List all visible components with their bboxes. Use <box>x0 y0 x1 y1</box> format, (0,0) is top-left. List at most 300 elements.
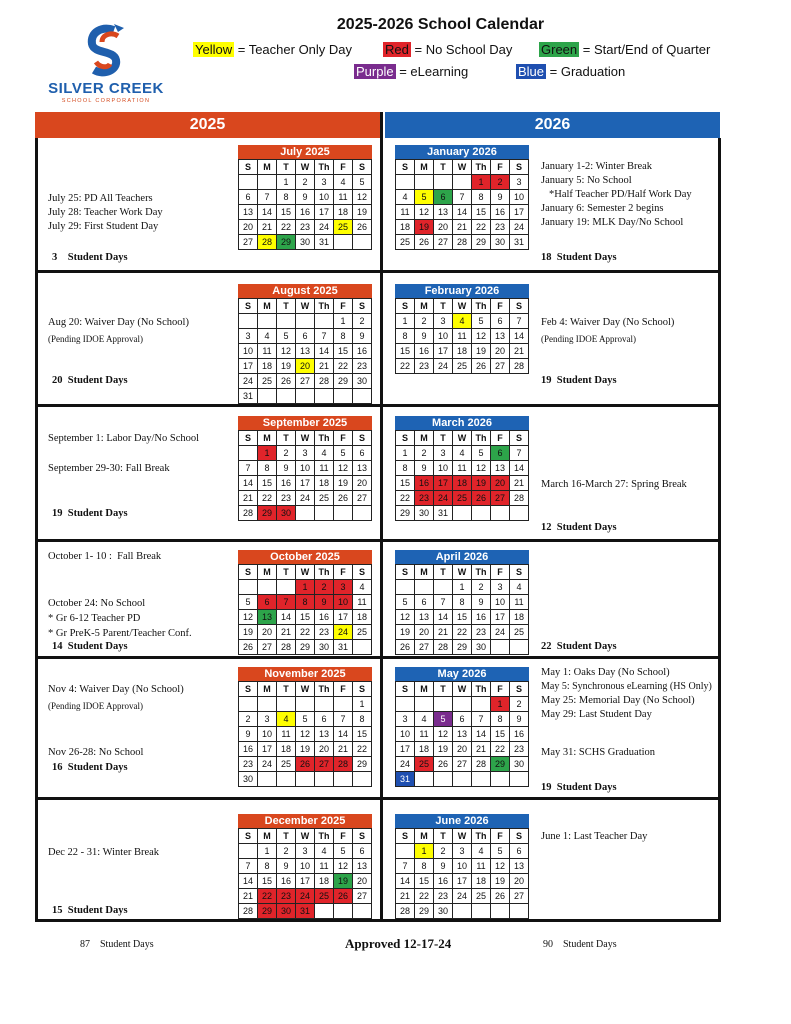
day-cell: 21 <box>453 220 472 235</box>
weekday-header: F <box>491 299 510 314</box>
empty-cell <box>472 506 491 521</box>
month-grid <box>395 430 529 521</box>
month-january-2026 <box>395 145 529 250</box>
legend-purple-key: Purple <box>356 64 394 79</box>
empty-cell <box>353 235 372 250</box>
weekday-header: F <box>491 682 510 697</box>
day-cell: 6 <box>353 446 372 461</box>
day-cell: 13 <box>491 461 510 476</box>
weekday-header: F <box>334 431 353 446</box>
day-cell: 23 <box>415 359 434 374</box>
day-cell: 19 <box>296 742 315 757</box>
day-cell: 23 <box>239 757 258 772</box>
day-cell: 4 <box>415 712 434 727</box>
empty-cell <box>239 314 258 329</box>
month-december-2025 <box>238 814 372 919</box>
day-cell: 7 <box>315 329 334 344</box>
day-cell: 5 <box>334 446 353 461</box>
day-cell: 10 <box>510 190 529 205</box>
empty-cell <box>315 389 334 404</box>
empty-cell <box>258 580 277 595</box>
day-cell: 25 <box>453 359 472 374</box>
day-cell: 3 <box>434 314 453 329</box>
day-cell: 24 <box>491 625 510 640</box>
empty-cell <box>239 697 258 712</box>
day-cell: 7 <box>277 595 296 610</box>
day-cell: 19 <box>472 476 491 491</box>
day-cell: 27 <box>434 235 453 250</box>
month-title: October 2025 <box>238 550 372 564</box>
day-cell: 28 <box>453 235 472 250</box>
month-grid <box>238 564 372 655</box>
note-line: May 1: Oaks Day (No School) <box>541 667 670 678</box>
note-line: May 25: Memorial Day (No School) <box>541 695 695 706</box>
day-cell: 30 <box>510 757 529 772</box>
day-cell: 2 <box>510 697 529 712</box>
student-days-august: 20 Student Days <box>52 375 128 386</box>
day-cell: 5 <box>434 712 453 727</box>
day-cell: 24 <box>453 889 472 904</box>
empty-cell <box>510 772 529 787</box>
day-cell: 1 <box>258 446 277 461</box>
weekday-header: Th <box>315 829 334 844</box>
day-cell: 30 <box>277 506 296 521</box>
day-cell: 29 <box>396 506 415 521</box>
month-title: April 2026 <box>395 550 529 564</box>
day-cell: 25 <box>258 374 277 389</box>
empty-cell <box>353 640 372 655</box>
day-cell: 9 <box>277 859 296 874</box>
day-cell: 4 <box>472 844 491 859</box>
day-cell: 19 <box>396 625 415 640</box>
month-grid <box>238 298 372 404</box>
month-grid <box>395 681 529 787</box>
weekday-header: M <box>415 431 434 446</box>
day-cell: 15 <box>453 610 472 625</box>
day-cell: 27 <box>415 640 434 655</box>
weekday-header: S <box>510 431 529 446</box>
month-grid <box>238 681 372 787</box>
empty-cell <box>277 314 296 329</box>
day-cell: 15 <box>353 727 372 742</box>
day-cell: 12 <box>472 461 491 476</box>
day-cell: 23 <box>491 220 510 235</box>
weekday-header: W <box>296 565 315 580</box>
day-cell: 27 <box>491 359 510 374</box>
day-cell: 8 <box>396 329 415 344</box>
day-cell: 28 <box>315 374 334 389</box>
day-cell: 22 <box>472 220 491 235</box>
month-grid <box>395 298 529 374</box>
empty-cell <box>510 640 529 655</box>
day-cell: 3 <box>258 712 277 727</box>
weekday-header: W <box>296 682 315 697</box>
day-cell: 7 <box>258 190 277 205</box>
day-cell: 9 <box>472 595 491 610</box>
day-cell: 8 <box>334 329 353 344</box>
weekday-header: S <box>239 565 258 580</box>
empty-cell <box>491 904 510 919</box>
logo-name: SILVER CREEK <box>48 80 164 97</box>
day-cell: 2 <box>491 175 510 190</box>
empty-cell <box>296 314 315 329</box>
day-cell: 16 <box>510 727 529 742</box>
day-cell: 26 <box>239 640 258 655</box>
day-cell: 29 <box>472 235 491 250</box>
note-sep-1: September 1: Labor Day/No School <box>48 433 200 444</box>
empty-cell <box>453 506 472 521</box>
day-cell: 26 <box>415 235 434 250</box>
day-cell: 23 <box>277 491 296 506</box>
day-cell: 26 <box>334 889 353 904</box>
day-cell: 11 <box>277 727 296 742</box>
day-cell: 18 <box>353 610 372 625</box>
day-cell: 4 <box>258 329 277 344</box>
day-cell: 19 <box>472 344 491 359</box>
day-cell: 6 <box>510 844 529 859</box>
day-cell: 28 <box>434 640 453 655</box>
day-cell: 29 <box>453 640 472 655</box>
day-cell: 6 <box>239 190 258 205</box>
day-cell: 3 <box>510 175 529 190</box>
day-cell: 5 <box>277 329 296 344</box>
day-cell: 11 <box>315 859 334 874</box>
day-cell: 27 <box>315 757 334 772</box>
day-cell: 21 <box>510 476 529 491</box>
day-cell: 20 <box>491 344 510 359</box>
empty-cell <box>315 697 334 712</box>
day-cell: 4 <box>334 175 353 190</box>
day-cell: 10 <box>396 727 415 742</box>
day-cell: 19 <box>491 874 510 889</box>
weekday-header: F <box>334 299 353 314</box>
legend-blue-text: = Graduation <box>549 64 626 79</box>
day-cell: 27 <box>491 491 510 506</box>
day-cell: 12 <box>296 727 315 742</box>
day-cell: 19 <box>277 359 296 374</box>
row-divider-2 <box>35 404 721 407</box>
day-cell: 25 <box>353 625 372 640</box>
month-grid <box>238 159 372 250</box>
day-cell: 8 <box>453 595 472 610</box>
day-cell: 14 <box>472 727 491 742</box>
legend-purple <box>354 64 468 79</box>
empty-cell <box>491 772 510 787</box>
day-cell: 20 <box>258 625 277 640</box>
student-days-may: 19 Student Days <box>541 782 617 793</box>
month-grid <box>238 828 372 919</box>
day-cell: 19 <box>415 220 434 235</box>
day-cell: 3 <box>491 580 510 595</box>
day-cell: 22 <box>296 625 315 640</box>
day-cell: 8 <box>415 859 434 874</box>
day-cell: 16 <box>415 476 434 491</box>
empty-cell <box>296 389 315 404</box>
day-cell: 18 <box>315 476 334 491</box>
empty-cell <box>434 580 453 595</box>
weekday-header: M <box>258 431 277 446</box>
day-cell: 25 <box>277 757 296 772</box>
day-cell: 7 <box>510 446 529 461</box>
empty-cell <box>353 904 372 919</box>
day-cell: 28 <box>510 359 529 374</box>
day-cell: 14 <box>239 874 258 889</box>
day-cell: 21 <box>434 625 453 640</box>
day-cell: 4 <box>353 580 372 595</box>
weekday-header: S <box>353 299 372 314</box>
notes-january <box>541 160 692 230</box>
legend-yellow-text: = Teacher Only Day <box>237 42 353 57</box>
day-cell: 22 <box>491 742 510 757</box>
day-cell: 6 <box>491 446 510 461</box>
legend-purple-text: = eLearning <box>399 64 469 79</box>
day-cell: 6 <box>296 329 315 344</box>
empty-cell <box>415 772 434 787</box>
day-cell: 23 <box>510 742 529 757</box>
weekday-header: S <box>353 565 372 580</box>
day-cell: 18 <box>315 874 334 889</box>
day-cell: 1 <box>491 697 510 712</box>
legend-red <box>383 42 512 57</box>
day-cell: 15 <box>258 476 277 491</box>
day-cell: 3 <box>296 446 315 461</box>
day-cell: 15 <box>415 874 434 889</box>
empty-cell <box>453 904 472 919</box>
empty-cell <box>453 175 472 190</box>
weekday-header: Th <box>315 431 334 446</box>
weekday-header: T <box>277 160 296 175</box>
day-cell: 6 <box>453 712 472 727</box>
day-cell: 15 <box>277 205 296 220</box>
day-cell: 6 <box>434 190 453 205</box>
weekday-header: Th <box>472 829 491 844</box>
weekday-header: T <box>277 682 296 697</box>
weekday-header: T <box>434 431 453 446</box>
day-cell: 1 <box>334 314 353 329</box>
note-line: May 29: Last Student Day <box>541 709 652 720</box>
day-cell: 1 <box>353 697 372 712</box>
note-line: *Half Teacher PD/Half Work Day <box>549 189 692 200</box>
day-cell: 5 <box>396 595 415 610</box>
weekday-header: M <box>258 565 277 580</box>
month-title: May 2026 <box>395 667 529 681</box>
day-cell: 1 <box>296 580 315 595</box>
day-cell: 8 <box>277 190 296 205</box>
day-cell: 17 <box>434 344 453 359</box>
day-cell: 25 <box>315 491 334 506</box>
day-cell: 22 <box>415 889 434 904</box>
day-cell: 15 <box>296 610 315 625</box>
day-cell: 27 <box>453 757 472 772</box>
day-cell: 17 <box>396 742 415 757</box>
day-cell: 22 <box>258 491 277 506</box>
day-cell: 30 <box>434 904 453 919</box>
day-cell: 11 <box>472 859 491 874</box>
day-cell: 26 <box>353 220 372 235</box>
day-cell: 10 <box>334 595 353 610</box>
month-november-2025 <box>238 667 372 787</box>
day-cell: 21 <box>472 742 491 757</box>
day-cell: 27 <box>239 235 258 250</box>
day-cell: 11 <box>353 595 372 610</box>
day-cell: 27 <box>258 640 277 655</box>
day-cell: 2 <box>353 314 372 329</box>
day-cell: 20 <box>239 220 258 235</box>
day-cell: 21 <box>277 625 296 640</box>
day-cell: 4 <box>277 712 296 727</box>
note-may-5: May 31: SCHS Graduation <box>541 747 656 758</box>
day-cell: 11 <box>453 461 472 476</box>
empty-cell <box>353 506 372 521</box>
day-cell: 4 <box>453 446 472 461</box>
note-nov-2: (Pending IDOE Approval) <box>48 701 143 711</box>
day-cell: 29 <box>277 235 296 250</box>
empty-cell <box>472 772 491 787</box>
silver-creek-logo <box>84 22 128 80</box>
weekday-header: T <box>277 829 296 844</box>
weekday-header: S <box>396 829 415 844</box>
day-cell: 5 <box>491 844 510 859</box>
day-cell: 5 <box>296 712 315 727</box>
day-cell: 18 <box>453 476 472 491</box>
day-cell: 18 <box>453 344 472 359</box>
weekday-header: T <box>277 565 296 580</box>
day-cell: 21 <box>396 889 415 904</box>
day-cell: 24 <box>434 491 453 506</box>
month-july-2025 <box>238 145 372 250</box>
day-cell: 10 <box>239 344 258 359</box>
day-cell: 5 <box>415 190 434 205</box>
month-grid <box>395 564 529 655</box>
day-cell: 6 <box>415 595 434 610</box>
note-line: January 6: Semester 2 begins <box>541 203 664 214</box>
month-june-2026 <box>395 814 529 919</box>
weekday-header: S <box>396 160 415 175</box>
day-cell: 11 <box>510 595 529 610</box>
day-cell: 4 <box>453 314 472 329</box>
month-grid <box>238 430 372 521</box>
student-days-april: 22 Student Days <box>541 641 617 652</box>
legend-blue-key: Blue <box>518 64 545 79</box>
day-cell: 21 <box>510 344 529 359</box>
day-cell: 4 <box>396 190 415 205</box>
day-cell: 16 <box>277 874 296 889</box>
note-mar-1: March 16-March 27: Spring Break <box>541 479 687 490</box>
day-cell: 26 <box>277 374 296 389</box>
weekday-header: T <box>434 682 453 697</box>
weekday-header: F <box>334 565 353 580</box>
day-cell: 1 <box>453 580 472 595</box>
day-cell: 12 <box>491 859 510 874</box>
weekday-header: M <box>258 829 277 844</box>
day-cell: 30 <box>415 506 434 521</box>
day-cell: 19 <box>434 742 453 757</box>
day-cell: 15 <box>472 205 491 220</box>
day-cell: 18 <box>396 220 415 235</box>
day-cell: 7 <box>334 712 353 727</box>
day-cell: 20 <box>510 874 529 889</box>
empty-cell <box>353 772 372 787</box>
day-cell: 9 <box>277 461 296 476</box>
day-cell: 19 <box>334 476 353 491</box>
empty-cell <box>258 175 277 190</box>
day-cell: 12 <box>334 859 353 874</box>
note-jun-1: June 1: Last Teacher Day <box>541 831 648 842</box>
weekday-header: S <box>353 160 372 175</box>
day-cell: 21 <box>239 889 258 904</box>
empty-cell <box>296 772 315 787</box>
day-cell: 26 <box>334 491 353 506</box>
frame-center <box>380 112 383 922</box>
month-may-2026 <box>395 667 529 787</box>
day-cell: 24 <box>434 359 453 374</box>
legend-yellow-key: Yellow <box>195 42 233 57</box>
day-cell: 13 <box>296 344 315 359</box>
legend-red-text: = No School Day <box>414 42 513 57</box>
empty-cell <box>239 580 258 595</box>
day-cell: 10 <box>434 329 453 344</box>
empty-cell <box>277 772 296 787</box>
day-cell: 10 <box>296 461 315 476</box>
day-cell: 10 <box>296 859 315 874</box>
day-cell: 15 <box>491 727 510 742</box>
day-cell: 14 <box>510 329 529 344</box>
day-cell: 21 <box>334 742 353 757</box>
logo-subtitle: SCHOOL CORPORATION <box>61 98 151 104</box>
day-cell: 24 <box>510 220 529 235</box>
note-oct-3: * Gr 6-12 Teacher PD <box>48 613 141 624</box>
weekday-header: Th <box>315 299 334 314</box>
day-cell: 25 <box>510 625 529 640</box>
note-nov-3: Nov 26-28: No School <box>48 747 144 758</box>
empty-cell <box>334 904 353 919</box>
day-cell: 7 <box>396 859 415 874</box>
day-cell: 24 <box>258 757 277 772</box>
day-cell: 19 <box>239 625 258 640</box>
empty-cell <box>315 772 334 787</box>
weekday-header: T <box>277 431 296 446</box>
student-days-july: 3 Student Days <box>52 252 128 263</box>
day-cell: 21 <box>258 220 277 235</box>
weekday-header: F <box>491 565 510 580</box>
note-feb-1: Feb 4: Waiver Day (No School) <box>541 317 675 328</box>
day-cell: 27 <box>353 889 372 904</box>
day-cell: 30 <box>491 235 510 250</box>
weekday-header: T <box>434 829 453 844</box>
weekday-header: W <box>296 431 315 446</box>
student-days-november: 16 Student Days <box>52 762 128 773</box>
day-cell: 6 <box>491 314 510 329</box>
day-cell: 12 <box>396 610 415 625</box>
empty-cell <box>239 446 258 461</box>
student-days-october: 14 Student Days <box>52 641 128 652</box>
empty-cell <box>491 640 510 655</box>
day-cell: 7 <box>239 461 258 476</box>
day-cell: 22 <box>334 359 353 374</box>
day-cell: 8 <box>258 461 277 476</box>
day-cell: 12 <box>239 610 258 625</box>
weekday-header: S <box>239 829 258 844</box>
day-cell: 29 <box>334 374 353 389</box>
day-cell: 13 <box>510 859 529 874</box>
month-title: February 2026 <box>395 284 529 298</box>
day-cell: 31 <box>239 389 258 404</box>
legend-red-key: Red <box>385 42 409 57</box>
empty-cell <box>315 506 334 521</box>
note-line: May 5: Synchronous eLearning (HS Only) <box>541 681 712 692</box>
day-cell: 4 <box>315 844 334 859</box>
day-cell: 26 <box>472 491 491 506</box>
